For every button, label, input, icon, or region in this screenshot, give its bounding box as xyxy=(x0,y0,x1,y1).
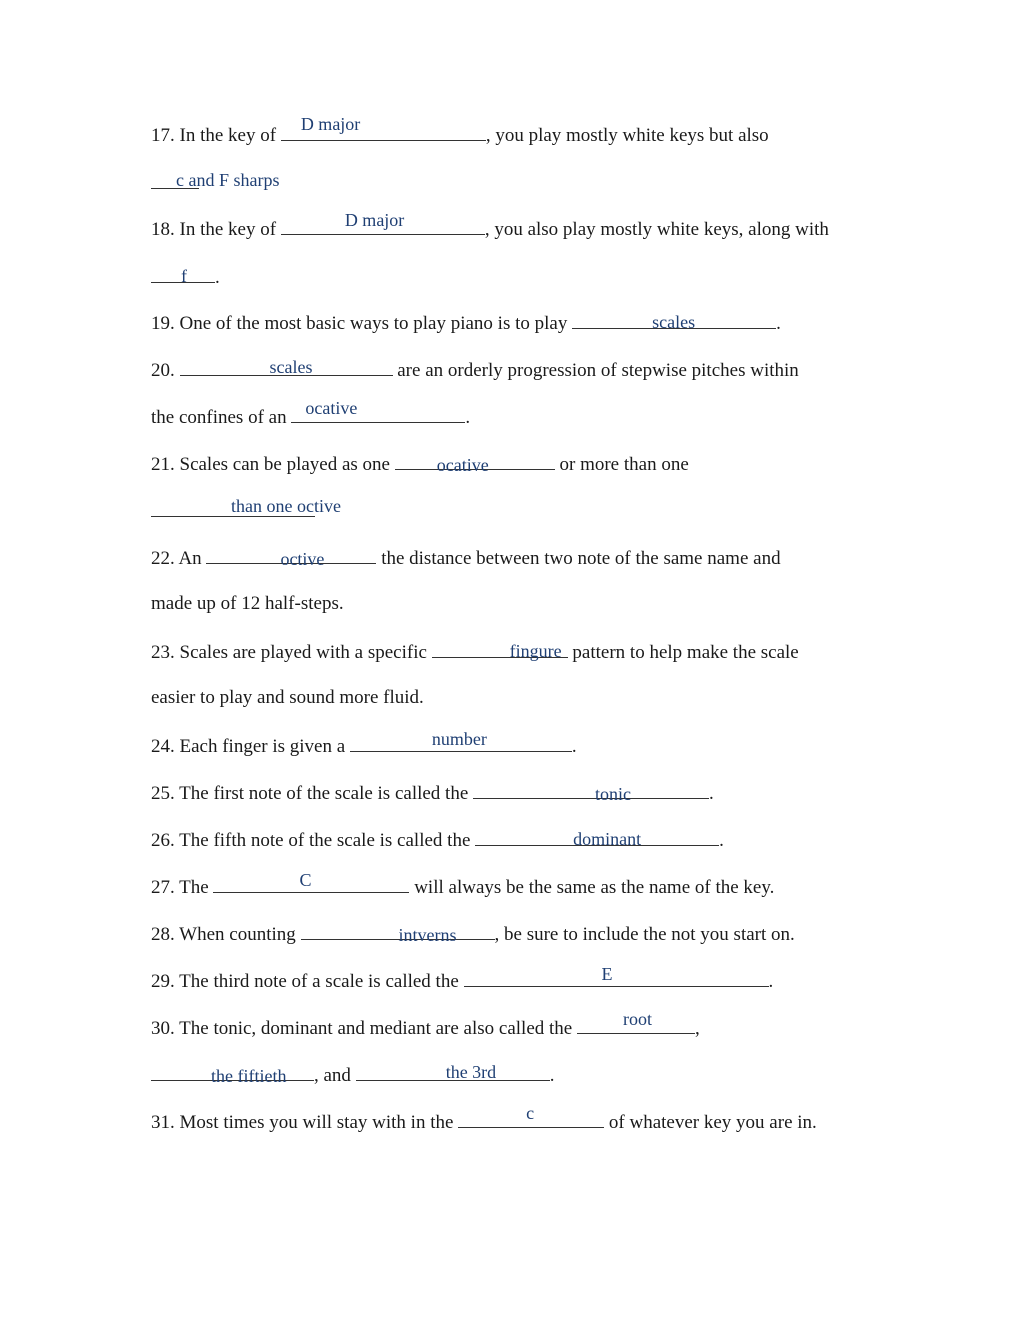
question-text: 22. An xyxy=(151,548,207,569)
question-text: . xyxy=(549,1065,555,1086)
question-text: or more than one xyxy=(554,454,689,475)
handwritten-answer: the 3rd xyxy=(445,1062,497,1082)
handwritten-answer: intverns xyxy=(398,925,457,945)
question-text: , xyxy=(694,1018,700,1039)
answer-blank[interactable] xyxy=(350,729,572,752)
answer-blank[interactable] xyxy=(473,780,709,804)
answer-blank[interactable] xyxy=(301,921,495,945)
handwritten-answer: D major xyxy=(300,114,361,134)
question-text: 30. The tonic, dominant and mediant are also called the xyxy=(151,1018,577,1039)
answer-blank[interactable] xyxy=(464,964,769,987)
answer-blank[interactable] xyxy=(206,545,376,569)
question-text: 31. Most times you will stay with in the xyxy=(151,1112,459,1133)
question-20-continued xyxy=(151,398,471,428)
question-30 xyxy=(151,1009,700,1039)
question-18-continued xyxy=(151,264,220,288)
question-text: 27. The xyxy=(151,877,214,898)
handwritten-answer: ocative xyxy=(436,455,489,475)
question-22-continued xyxy=(151,592,344,616)
question-18 xyxy=(151,210,829,240)
handwritten-answer: root xyxy=(622,1009,652,1029)
question-text: 29. The third note of a scale is called the xyxy=(151,971,464,992)
answer-blank[interactable] xyxy=(395,451,555,475)
handwritten-answer: scales xyxy=(269,357,313,377)
answer-blank[interactable] xyxy=(281,210,485,235)
question-text: of whatever key you are in. xyxy=(604,1112,817,1133)
question-19 xyxy=(151,310,781,334)
question-text: 23. Scales are played with a specific xyxy=(151,642,432,663)
question-31 xyxy=(151,1103,817,1133)
answer-blank[interactable] xyxy=(572,310,776,332)
handwritten-answer: c and F sharps xyxy=(176,170,280,190)
question-text: 24. Each finger is given a xyxy=(151,736,350,757)
question-text: 21. Scales can be played as one xyxy=(151,454,395,475)
handwritten-answer: tonic xyxy=(595,784,632,804)
question-text: . xyxy=(776,313,781,334)
question-text: 26. The fifth note of the scale is called the xyxy=(151,830,476,851)
answer-blank[interactable] xyxy=(180,357,393,376)
question-17-continued xyxy=(151,170,280,194)
question-text: the distance between two note of the same name and xyxy=(376,548,781,569)
question-text: . xyxy=(215,267,220,288)
question-text: , be sure to include the not you start on. xyxy=(494,924,795,945)
question-30-continued xyxy=(151,1062,554,1086)
question-text: . xyxy=(768,971,774,992)
handwritten-answer: D major xyxy=(344,210,405,230)
question-text: . xyxy=(709,783,714,804)
question-21 xyxy=(151,451,689,475)
question-29 xyxy=(151,964,774,992)
question-20 xyxy=(151,357,799,381)
handwritten-answer: dominant xyxy=(573,829,642,849)
answer-blank[interactable] xyxy=(151,1062,314,1086)
answer-blank[interactable] xyxy=(213,870,409,893)
question-text: , you play mostly white keys but also xyxy=(485,125,769,146)
question-text: . xyxy=(571,736,577,757)
question-text: the confines of an xyxy=(151,407,292,428)
question-26 xyxy=(151,827,724,851)
answer-blank[interactable] xyxy=(356,1062,550,1081)
question-text: pattern to help make the scale xyxy=(567,642,799,663)
question-22 xyxy=(151,545,781,569)
question-25 xyxy=(151,780,714,804)
question-23 xyxy=(151,639,799,663)
handwritten-answer: E xyxy=(601,964,613,984)
handwritten-answer: than one octive xyxy=(231,496,341,516)
handwritten-answer: C xyxy=(299,870,312,890)
answer-blank[interactable] xyxy=(432,639,568,661)
question-text: are an orderly progression of stepwise pitches within xyxy=(392,360,799,381)
answer-blank[interactable] xyxy=(151,496,341,517)
question-text: 18. In the key of xyxy=(151,219,281,240)
handwritten-answer: f xyxy=(181,266,187,286)
question-text: will always be the same as the name of the key. xyxy=(409,877,775,898)
question-text: 28. When counting xyxy=(151,924,301,945)
answer-blank[interactable] xyxy=(151,264,215,286)
question-text: 19. One of the most basic ways to play piano is to play xyxy=(151,313,573,334)
handwritten-answer: ocative xyxy=(305,398,358,418)
question-text: easier to play and sound more fluid. xyxy=(151,687,424,708)
question-text: 20. xyxy=(151,360,180,381)
answer-blank[interactable] xyxy=(291,398,465,423)
handwritten-answer: fingure xyxy=(509,641,562,661)
question-text: 25. The first note of the scale is called the xyxy=(151,783,474,804)
handwritten-answer: octive xyxy=(280,549,325,569)
question-17 xyxy=(151,114,769,146)
question-text: . xyxy=(465,407,471,428)
question-text: , and xyxy=(314,1065,356,1086)
handwritten-answer: number xyxy=(431,729,487,749)
answer-blank[interactable] xyxy=(475,827,719,849)
handwritten-answer: the fiftieth xyxy=(211,1066,287,1086)
answer-blank[interactable] xyxy=(151,170,280,190)
question-24 xyxy=(151,729,577,757)
handwritten-answer: c xyxy=(526,1103,535,1123)
handwritten-answer: scales xyxy=(652,312,696,332)
question-27 xyxy=(151,870,775,898)
answer-blank[interactable] xyxy=(577,1009,695,1034)
question-text: . xyxy=(719,830,724,851)
answer-blank[interactable] xyxy=(281,114,486,141)
question-text: 17. In the key of xyxy=(151,125,281,146)
question-21-continued xyxy=(151,496,341,522)
question-text: made up of 12 half-steps. xyxy=(151,593,344,614)
question-text: , you also play mostly white keys, along with xyxy=(484,219,829,240)
question-28 xyxy=(151,921,795,945)
question-23-continued xyxy=(151,686,424,710)
answer-blank[interactable] xyxy=(458,1103,604,1128)
